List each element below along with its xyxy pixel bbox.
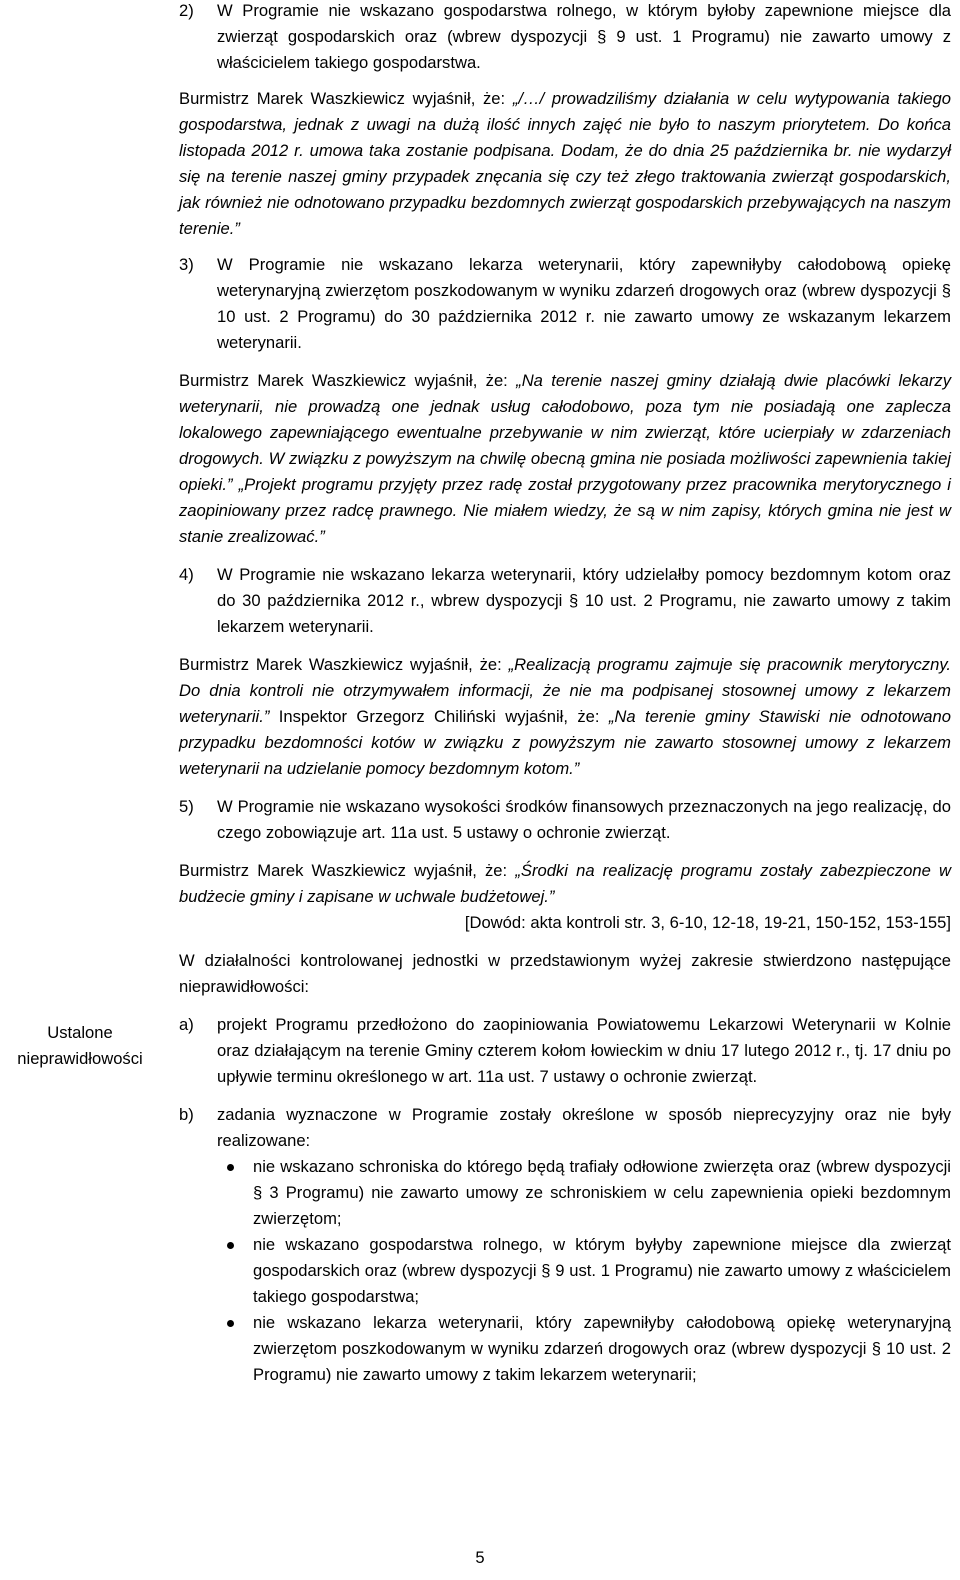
- finding-a: [179, 1012, 951, 1090]
- finding-text: projekt Programu przedłożono do zaopiniowania Powiatowemu Lekarzowi Weterynarii w Kolnie oraz działającym na terenie Gminy czterem kołom łowieckim w dniu 17 lutego 2012 r., tj. 17 dniu po upływie terminu określonego w art. 11a ust. 7 ustawy o ochronie zwierząt.: [217, 1015, 951, 1086]
- explanation-paragraph: [179, 86, 951, 242]
- item-text: W Programie nie wskazano lekarza weterynarii, który zapewniłyby całodobową opiekę weterynaryjną zwierzętom poszkodowanym w wyniku zdarzeń drogowych oraz (wbrew dyspozycji § 10 ust. 2 Programu) do 30 października 2012 r. nie zawarto umowy ze wskazanym lekarzem weterynarii.: [217, 255, 951, 352]
- finding-bullet: [219, 1232, 951, 1310]
- item-2: [179, 0, 951, 76]
- item-4: [179, 562, 951, 640]
- item-5: [179, 794, 951, 846]
- page-number: 5: [475, 1548, 485, 1567]
- bullet-text: nie wskazano lekarza weterynarii, który zapewniłyby całodobową opiekę weterynaryjną zwierzętom poszkodowanym w wyniku zdarzeń drogowych oraz (wbrew dyspozycji § 10 ust. 2 Programu) nie zawarto umowy z takim lekarzem weterynarii;: [253, 1313, 951, 1384]
- explanation-quote: „Na terenie naszej gminy działają dwie placówki lekarzy weterynarii, nie prowadzą one jednak usług całodobowo, poza tym nie posiadają one zaplecza lokalowego zapewniającego ewentualne przebywanie w nim zwierząt, które ucierpiały w zdarzeniach drogowych. W związku z powyższym na chwilę obecną gmina nie posiada możliwości zapewnienia takiej opieki.”: [179, 371, 952, 494]
- explanation-lead: Burmistrz Marek Waszkiewicz wyjaśnił, że:: [179, 655, 509, 674]
- explanation-lead: Burmistrz Marek Waszkiewicz wyjaśnił, że:: [179, 861, 516, 880]
- finding-bullet: [219, 1154, 951, 1232]
- bullet-text: nie wskazano gospodarstwa rolnego, w którym byłyby zapewnione miejsce dla zwierząt gospodarskich oraz (wbrew dyspozycji § 9 ust. 1 Programu) nie zawarto umowy z właścicielem takiego gospodarstwa;: [253, 1235, 951, 1306]
- side-label-line1: Ustalone: [47, 1023, 113, 1042]
- side-label: [0, 1020, 160, 1072]
- bullet-icon: [219, 1310, 253, 1388]
- item-number: 3): [179, 255, 194, 274]
- finding-letter: a): [179, 1015, 194, 1034]
- finding-text: zadania wyznaczone w Programie zostały określone w sposób nieprecyzyjny oraz nie były realizowane:: [217, 1105, 951, 1150]
- explanation-paragraph: [179, 652, 951, 782]
- evidence-reference: [Dowód: akta kontroli str. 3, 6-10, 12-18, 19-21, 150-152, 153-155]: [464, 913, 951, 932]
- explanation-quote: „Środki na realizację programu zostały zabezpieczone w budżecie gminy i zapisane w uchwale budżetowej.”: [179, 861, 951, 906]
- explanation-quote: „Na terenie gminy Stawiski nie odnotowano przypadku bezdomności kotów w związku z powyższym nie zawarto stosownej umowy z lekarzem weterynarii na udzielanie pomocy bezdomnym kotom.”: [179, 707, 951, 778]
- finding-bullet: [219, 1310, 951, 1388]
- column-divider: [168, 0, 169, 1580]
- item-3: [179, 252, 951, 356]
- explanation-mid: Inspektor Grzegorz Chiliński wyjaśnił, że:: [269, 707, 609, 726]
- bullet-text: nie wskazano schroniska do którego będą trafiały odłowione zwierzęta oraz (wbrew dyspozycji § 3 Programu) nie zawarto umowy ze schroniskiem w celu zapewnienia opieki bezdomnym zwierzętom;: [253, 1157, 951, 1228]
- main-column: [179, 0, 951, 1388]
- explanation-lead: Burmistrz Marek Waszkiewicz wyjaśnił, że:: [179, 89, 513, 108]
- item-text: W Programie nie wskazano lekarza weterynarii, który udzielałby pomocy bezdomnym kotom oraz do 30 października 2012 r., wbrew dyspozycji § 10 ust. 2 Programu, nie zawarto umowy z takim lekarzem weterynarii.: [217, 565, 951, 636]
- finding-letter: b): [179, 1105, 194, 1124]
- item-number: 4): [179, 565, 194, 584]
- explanation-quote: „Realizacją programu zajmuje się pracownik merytoryczny. Do dnia kontroli nie otrzymywałem informacji, że nie ma podpisanej stosownej umowy z lekarzem weterynarii.”: [179, 655, 951, 726]
- item-text: W Programie nie wskazano gospodarstwa rolnego, w którym byłoby zapewnione miejsce dla zwierząt gospodarskich oraz (wbrew dyspozycji § 9 ust. 1 Programu) nie zawarto umowy z właścicielem takiego gospodarstwa.: [217, 1, 951, 72]
- explanation-quote: „Projekt programu przyjęty przez radę został przygotowany przez pracownika merytorycznego i zaopiniowany przez radcę prawnego. Nie miałem wiedzy, że są w nim zapisy, których gmina nie jest w stanie zrealizować.”: [179, 475, 951, 546]
- item-number: 5): [179, 797, 194, 816]
- findings-intro: W działalności kontrolowanej jednostki w przedstawionym wyżej zakresie stwierdzono następujące nieprawidłowości:: [179, 951, 951, 996]
- item-text: W Programie nie wskazano wysokości środków finansowych przeznaczonych na jego realizację, do czego zobowiązuje art. 11a ust. 5 ustawy o ochronie zwierząt.: [217, 797, 951, 842]
- finding-b: [179, 1102, 951, 1154]
- explanation-lead: Burmistrz Marek Waszkiewicz wyjaśnił, że:: [179, 371, 517, 390]
- explanation-quote: „/…/ prowadziliśmy działania w celu wytypowania takiego gospodarstwa, jednak z uwagi na dużą ilość innych zajęć nie było to naszym priorytetem. Do końca listopada 2012 r. umowa taka zostanie podpisana. Dodam, że do dnia 25 października br. nie wydarzył się na terenie naszej gminy przypadek znęcania się czy też złego traktowania zwierząt gospodarskich, jak również nie odnotowano przypadku bezdomnych zwierząt gospodarskich przebywających na naszym terenie.”: [179, 89, 951, 238]
- item-number: 2): [179, 1, 194, 20]
- bullet-icon: [219, 1232, 253, 1310]
- bullet-icon: [219, 1154, 253, 1232]
- side-label-line2: nieprawidłowości: [17, 1049, 143, 1068]
- explanation-paragraph: [179, 858, 951, 910]
- explanation-paragraph: [179, 368, 951, 550]
